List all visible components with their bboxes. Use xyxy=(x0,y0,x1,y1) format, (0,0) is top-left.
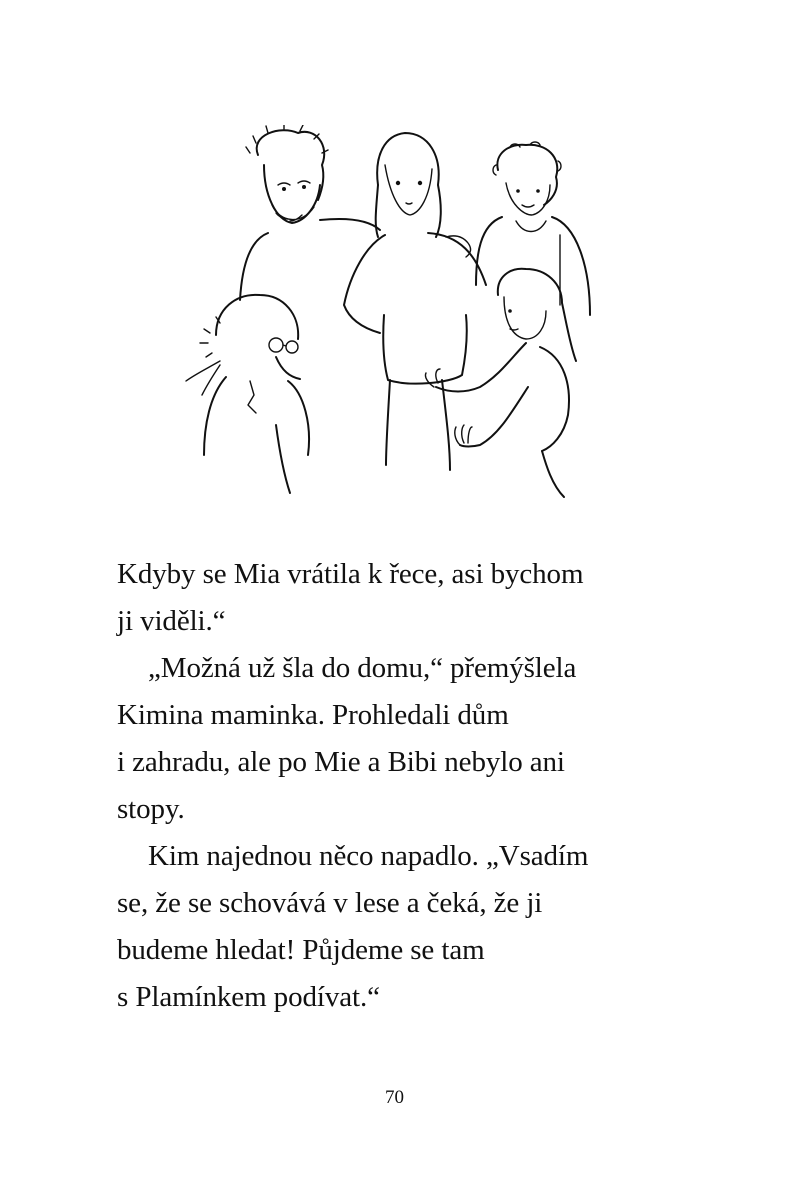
text-line: „Možná už šla do domu,“ přemýšlela xyxy=(148,652,577,684)
mother-figure xyxy=(344,133,486,470)
text-line: s Plamínkem podívat.“ xyxy=(117,981,380,1013)
text-line: Kdyby se Mia vrátila k řece, asi bychom xyxy=(117,558,584,590)
girl-figure xyxy=(425,269,576,497)
grandfather-figure xyxy=(186,295,309,493)
text-line: i zahradu, ale po Mie a Bibi nebylo ani xyxy=(117,746,565,778)
grandmother-figure xyxy=(476,142,590,315)
text-line: Kim najednou něco napadlo. „Vsadím xyxy=(148,840,589,872)
text-line: ji viděli.“ xyxy=(117,605,226,637)
text-line: se, že se schovává v lese a čeká, že ji xyxy=(117,887,543,919)
story-text xyxy=(117,551,677,1021)
page-number: 70 xyxy=(385,1087,404,1108)
text-line: stopy. xyxy=(117,793,185,825)
family-group-illustration xyxy=(180,125,600,505)
bearded-man-figure xyxy=(240,125,380,300)
text-line: budeme hledat! Půjdeme se tam xyxy=(117,934,485,966)
text-line: Kimina maminka. Prohledali dům xyxy=(117,699,509,731)
